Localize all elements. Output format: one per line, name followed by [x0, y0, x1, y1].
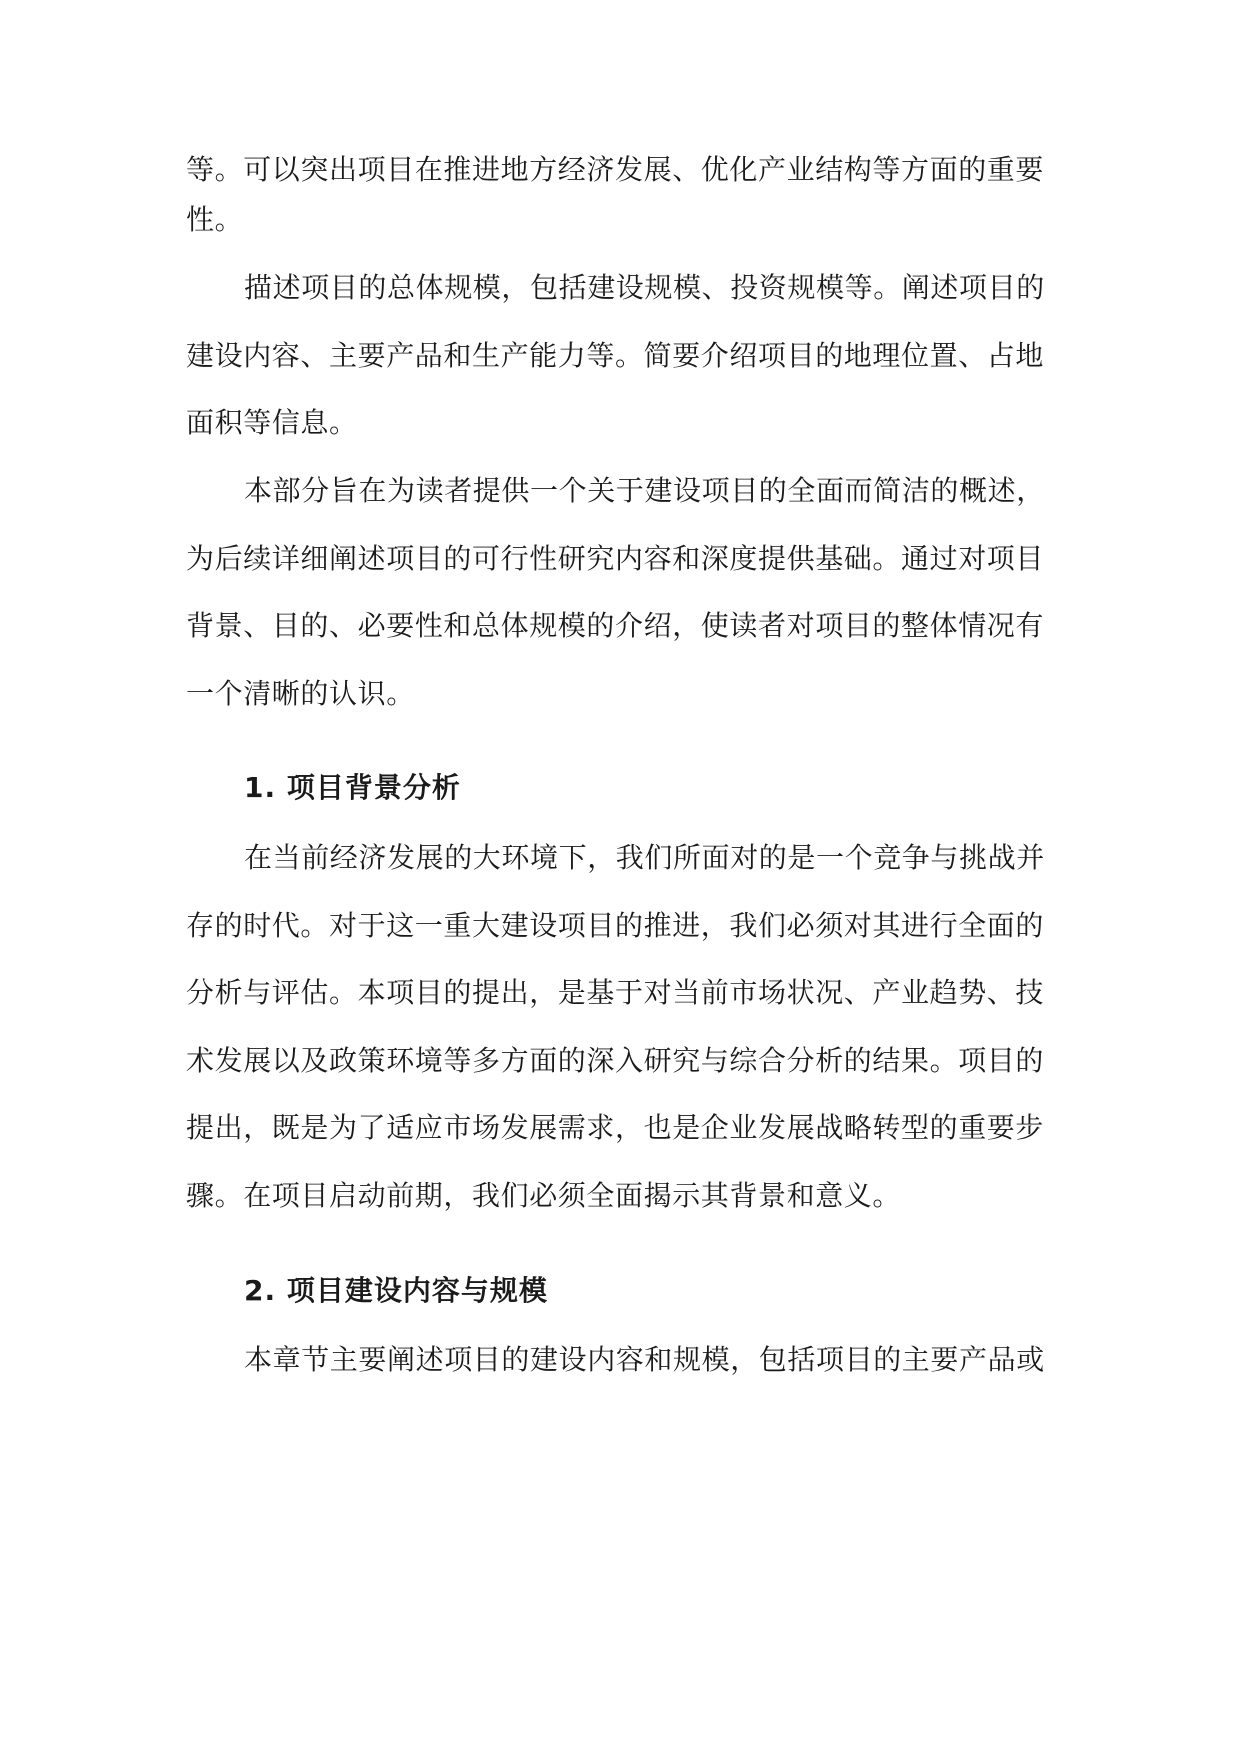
- paragraph-4-line-3: 分析与评估。本项目的提出，是基于对当前市场状况、产业趋势、技: [186, 976, 1045, 1009]
- paragraph-3-line-3: 背景、目的、必要性和总体规模的介绍，使读者对项目的整体情况有: [186, 609, 1045, 642]
- paragraph-2-line-3: 面积等信息。: [186, 406, 358, 439]
- paragraph-2-line-1: 描述项目的总体规模，包括建设规模、投资规模等。阐述项目的: [244, 271, 1045, 304]
- section-heading-2: 2. 项目建设内容与规模: [244, 1274, 548, 1307]
- paragraph-4-line-4: 术发展以及政策环境等多方面的深入研究与综合分析的结果。项目的: [186, 1044, 1045, 1077]
- paragraph-1-line-1: 等。可以突出项目在推进地方经济发展、优化产业结构等方面的重要: [186, 153, 1045, 186]
- paragraph-5-line-1: 本章节主要阐述项目的建设内容和规模，包括项目的主要产品或: [244, 1343, 1045, 1376]
- paragraph-4-line-1: 在当前经济发展的大环境下，我们所面对的是一个竞争与挑战并: [244, 841, 1045, 874]
- paragraph-3-line-4: 一个清晰的认识。: [186, 677, 415, 710]
- section-heading-1: 1. 项目背景分析: [244, 771, 461, 804]
- paragraph-1-line-2: 性。: [186, 203, 244, 236]
- paragraph-3-line-1: 本部分旨在为读者提供一个关于建设项目的全面而简洁的概述，: [244, 474, 1045, 507]
- paragraph-4-line-6: 骤。在项目启动前期，我们必须全面揭示其背景和意义。: [186, 1179, 902, 1212]
- paragraph-4-line-5: 提出，既是为了适应市场发展需求，也是企业发展战略转型的重要步: [186, 1111, 1045, 1144]
- paragraph-3-line-2: 为后续详细阐述项目的可行性研究内容和深度提供基础。通过对项目: [186, 542, 1045, 575]
- paragraph-4-line-2: 存的时代。对于这一重大建设项目的推进，我们必须对其进行全面的: [186, 909, 1045, 942]
- paragraph-2-line-2: 建设内容、主要产品和生产能力等。简要介绍项目的地理位置、占地: [186, 339, 1045, 372]
